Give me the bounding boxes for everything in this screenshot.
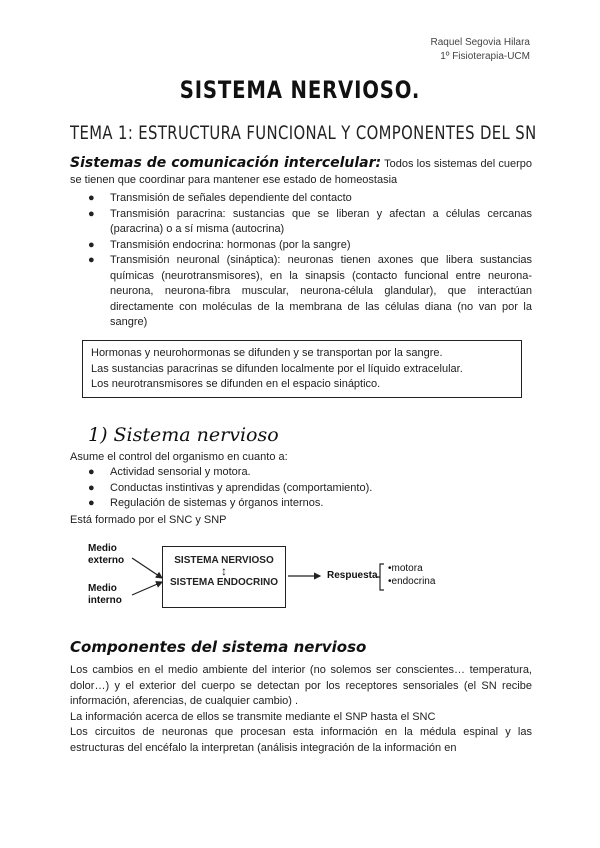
componentes-paragraph-1: Los cambios en el medio ambiente del interior (no solemos ser conscientes… temperatura, dolor…) y el exterior del cuerpo se detectan por los receptores sensoriales (el SN recibe información, aferencias, de cualquier cambio) . (70, 664, 532, 707)
summary-line: Las sustancias paracrinas se difunden localmente por el líquido extracelular. (91, 362, 463, 375)
arrow-interno (132, 582, 162, 595)
control-list (88, 465, 532, 512)
bullet-icon: ● (88, 481, 95, 494)
bidirectional-arrow-icon: ↕ (221, 564, 227, 578)
box-sistema-nervioso: SISTEMA NERVIOSO (174, 555, 274, 566)
list-item-text: Transmisión endocrina: hormonas (por la sangre) (110, 238, 351, 251)
list-item (88, 253, 532, 331)
section1-outro: Está formado por el SNC y SNP (70, 514, 227, 526)
list-item (88, 207, 532, 238)
list-item (88, 481, 532, 497)
output-item: •endocrina (388, 576, 436, 587)
intro-heading: Sistemas de comunicación intercelular: (70, 155, 382, 171)
summary-box (82, 340, 522, 398)
medio-interno-label: Medio interno (88, 583, 122, 606)
bullet-icon: ● (88, 207, 95, 220)
list-item (88, 496, 532, 512)
sistemas-box (162, 546, 286, 608)
list-item-text: Actividad sensorial y motora. (110, 466, 251, 478)
section-heading-sistema-nervioso: 1) Sistema nervioso (88, 424, 279, 446)
list-item-text: Transmisión paracrina: sustancias que se liberan y afectan a células cercanas (paracrina) o a sí misma (autocrina) (110, 207, 532, 235)
bullet-icon: ● (88, 238, 95, 251)
list-item (88, 191, 532, 207)
componentes-paragraph-2: La información acerca de ellos se transmite mediante el SNP hasta el SNC (70, 711, 436, 723)
list-item (88, 465, 532, 481)
bullet-icon: ● (88, 497, 95, 509)
output-item: •motora (388, 563, 423, 574)
bullet-icon: ● (88, 466, 95, 478)
list-item-text: Transmisión neuronal (sináptica): neuronas tienen axones que libera sustancias químicas (neurotransmisores), en la sinapsis (contacto funcional entre neurona-neurona, neurona-fibra muscular, neurona-célula glandular), que interactúan directamente con moléculas de la membrana de las células diana (no van por la sangre) (110, 254, 532, 328)
list-item (88, 238, 532, 254)
respuesta-label: Respuesta (327, 570, 378, 581)
summary-line: Los neurotransmisores se difunden en el espacio sináptico. (91, 378, 381, 390)
medio-externo-label: Medio externo (88, 543, 125, 566)
componentes-paragraph-3: Los circuitos de neuronas que procesan esta información en la médula espinal y las estructuras del encéfalo la interpretan (análisis integración de la información en (70, 726, 532, 754)
arrow-externo (132, 558, 162, 578)
box-sistema-endocrino: SISTEMA ENDOCRINO (170, 577, 278, 588)
author-block (430, 36, 530, 64)
section-heading-componentes: Componentes del sistema nervioso (70, 638, 367, 656)
summary-line: Hormonas y neurohormonas se difunden y se transportan por la sangre. (91, 347, 443, 359)
tema-title: TEMA 1: ESTRUCTURA FUNCIONAL Y COMPONENTES DEL SN (70, 122, 537, 144)
author-name: Raquel Segovia Hilara (430, 37, 530, 48)
communication-list (88, 191, 532, 331)
intro-paragraph (70, 156, 532, 188)
list-item-text: Conductas instintivas y aprendidas (comportamiento). (110, 481, 373, 494)
intro-text: Todos los sistemas del cuerpo se tienen que coordinar para mantener ese estado de homeostasia (70, 158, 532, 186)
page-title: SISTEMA NERVIOSO. (179, 76, 421, 104)
author-course: 1º Fisioterapia-UCM (440, 51, 530, 62)
diagram-arrows (70, 540, 540, 620)
section1-intro: Asume el control del organismo en cuanto a: (70, 451, 288, 463)
bullet-icon: ● (88, 254, 95, 266)
outputs-list (388, 562, 435, 588)
list-item-text: Regulación de sistemas y órganos internos. (110, 497, 324, 509)
bullet-icon: ● (88, 192, 95, 204)
list-item-text: Transmisión de señales dependiente del contacto (110, 192, 352, 204)
